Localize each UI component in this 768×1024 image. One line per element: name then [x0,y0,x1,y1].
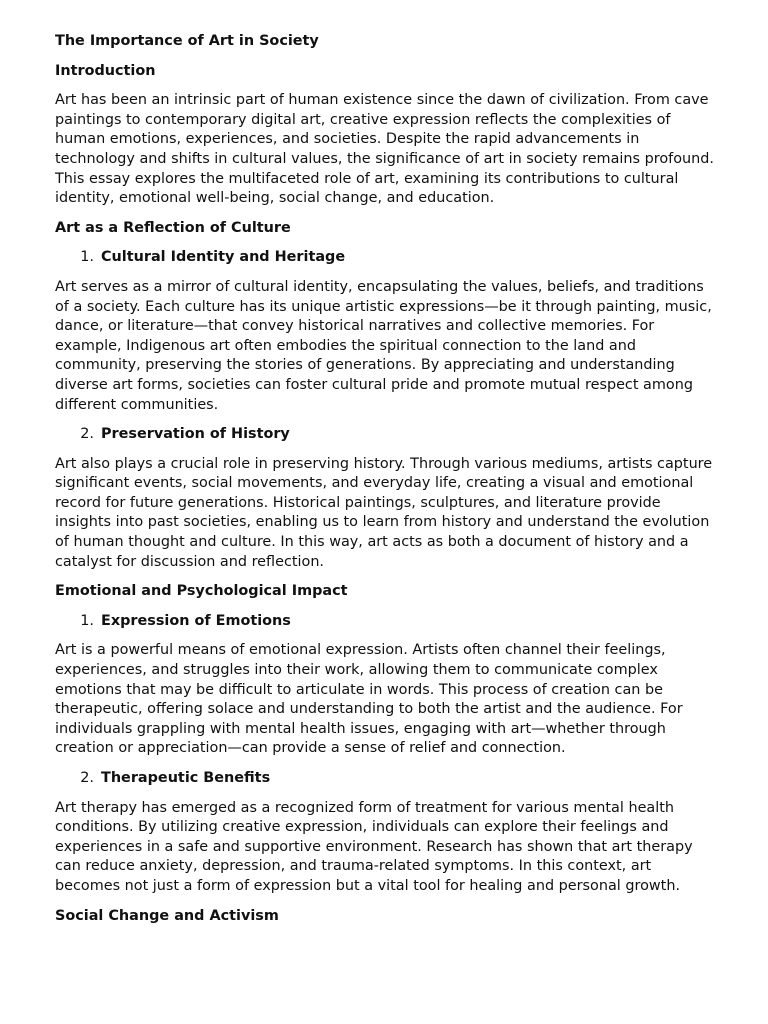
paragraph-therapeutic: Art therapy has emerged as a recognized form of treatment for various mental health conditions. By utilizing creative expression, individuals can explore their feelings and experiences in a safe and supportive environment. Research has shown that art therapy can reduce anxiety, depression, and trauma-related symptoms. In this context, art becomes not just a form of expression but a vital tool for healing and personal growth. [55,799,693,894]
section-heading-emotional: Emotional and Psychological Impact [55,583,348,600]
subsection-heading-preservation [55,425,715,445]
subsection-heading-cultural-identity [55,248,715,268]
list-number: 2. [80,770,94,786]
list-number: 1. [80,249,94,266]
list-number: 1. [80,612,94,629]
paragraph-expression: Art is a powerful means of emotional expression. Artists often channel their feelings, experiences, and struggles into their work, allowing them to communicate complex emotions that may be difficult to articulate in words. This process of creation can be therapeutic, offering solace and understanding to both the artist and the audience. For individuals grappling with mental health issues, engaging with art—whether through creation or appreciation—can provide a sense of relief and connection. [55,642,683,757]
paragraph-introduction: Art has been an intrinsic part of human existence since the dawn of civilization. From cave paintings to contemporary digital art, creative expression reflects the complexities of human emotions, experiences, and societies. Despite the rapid advancements in technology and shifts in cultural values, the significance of art in society remains profound. This essay explores the multifaceted role of art, examining its contributions to cultural identity, emotional well-being, social change, and education. [55,92,714,207]
section-heading-culture: Art as a Reflection of Culture [55,219,291,236]
paragraph-preservation: Art also plays a crucial role in preserving history. Through various mediums, artists capture significant events, social movements, and everyday life, creating a visual and emotional record for future generations. Historical paintings, sculptures, and literature provide insights into past societies, enabling us to learn from history and understand the evolution of human thought and culture. In this way, art acts as both a document of history and a catalyst for discussion and reflection. [55,455,713,570]
section-heading-social-change: Social Change and Activism [55,907,279,924]
subsection-title: Therapeutic Benefits [101,770,271,786]
section-heading-introduction: Introduction [55,62,156,79]
subsection-title: Preservation of History [101,426,290,443]
subsection-heading-therapeutic [55,769,715,789]
list-number: 2. [80,426,94,443]
document-page [55,32,715,936]
document-title: The Importance of Art in Society [55,33,319,49]
paragraph-cultural-identity: Art serves as a mirror of cultural identity, encapsulating the values, beliefs, and traditions of a society. Each culture has its unique artistic expressions—be it through painting, music, dance, or literature—that convey historical narratives and collective memories. For example, Indigenous art often embodies the spiritual connection to the land and community, preserving the stories of generations. By appreciating and understanding diverse art forms, societies can foster cultural pride and promote mutual respect among different communities. [55,278,712,413]
subsection-title: Cultural Identity and Heritage [101,249,346,266]
subsection-title: Expression of Emotions [101,612,291,629]
subsection-heading-expression [55,612,715,632]
